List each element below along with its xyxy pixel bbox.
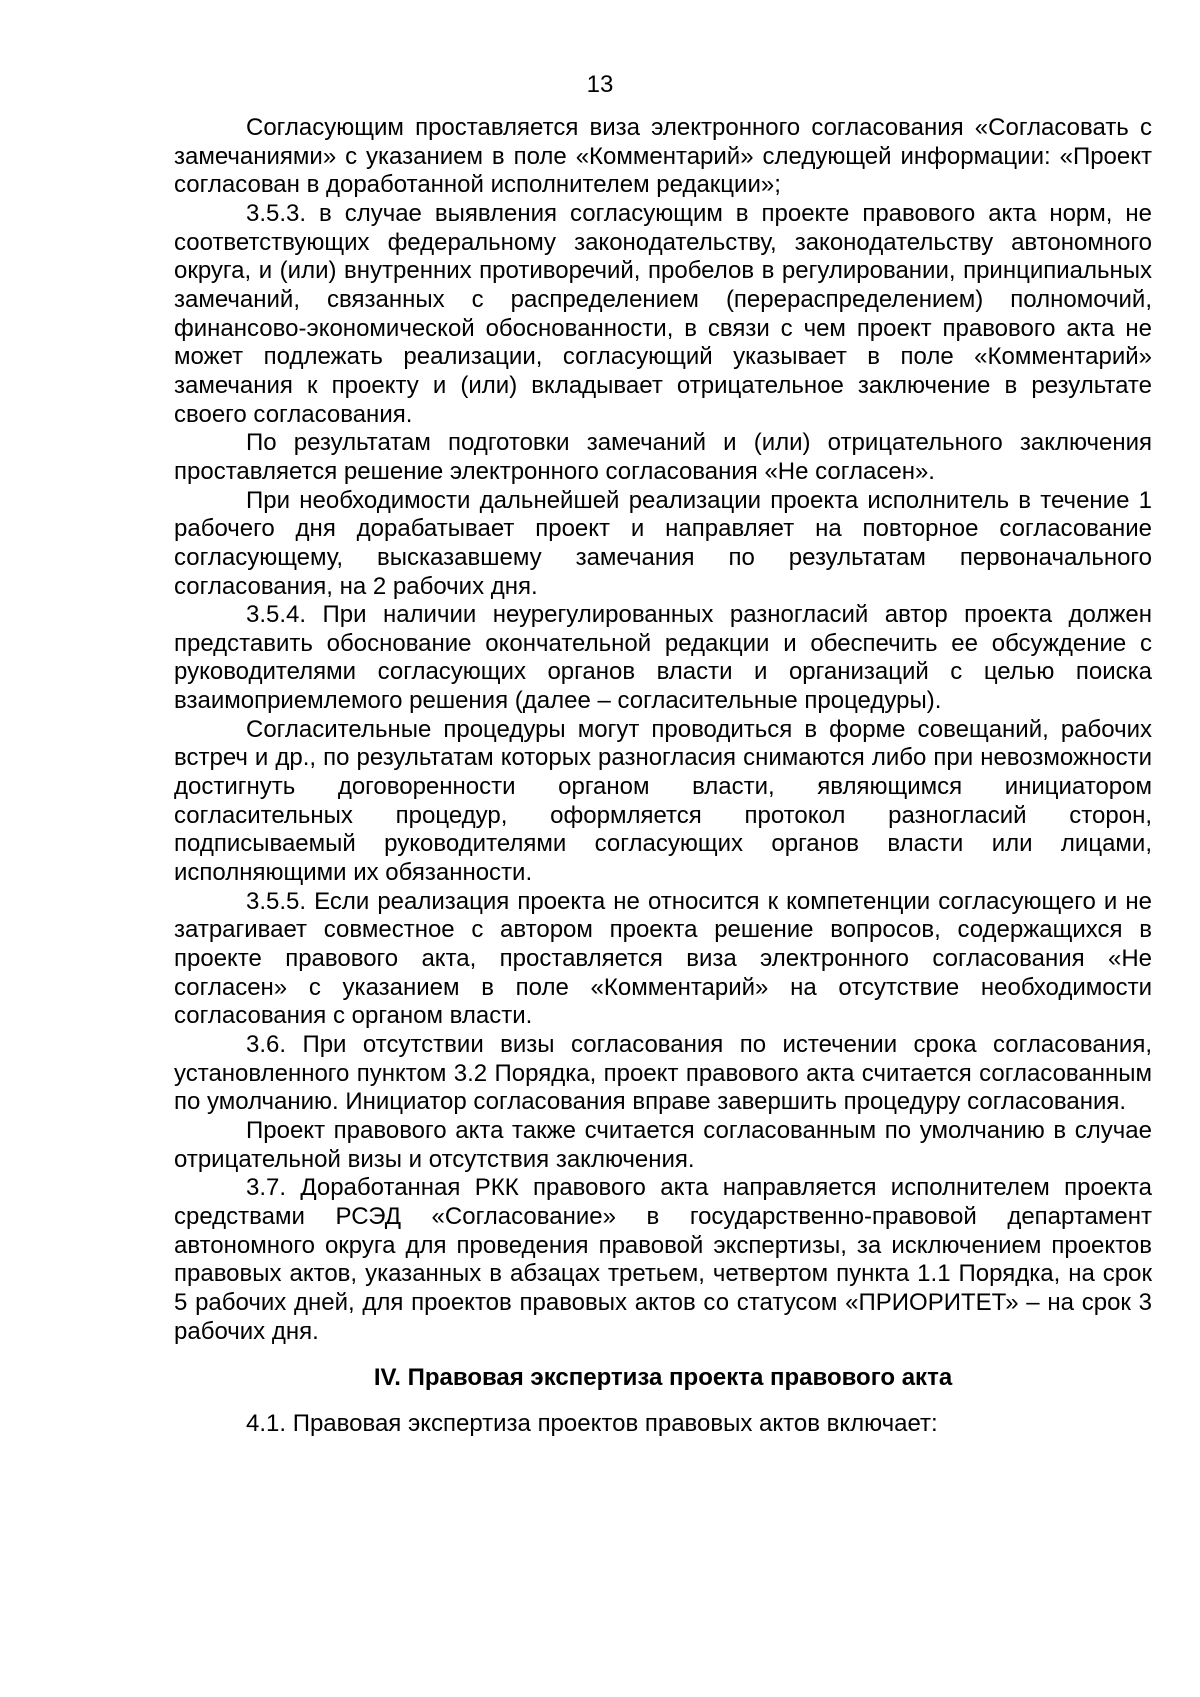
paragraph-3-5-5: 3.5.5. Если реализация проекта не относится к компетенции согласующего и не затрагивает совместное с автором проекта решение вопросов, содержащихся в проекте правового акта, проставляется виза электронного согласования «Не согласен» с указанием в поле «Комментарий» на отсутствие необходимости согласования с органом власти. xyxy=(174,887,1152,1030)
paragraph: Проект правового акта также считается согласованным по умолчанию в случае отрицательной визы и отсутствия заключения. xyxy=(174,1116,1152,1173)
paragraph-3-5-4: 3.5.4. При наличии неурегулированных разногласий автор проекта должен представить обоснование окончательной редакции и обеспечить ее обсуждение с руководителями согласующих органов власти и организаций с целью поиска взаимоприемлемого решения (далее – согласительные процедуры). xyxy=(174,601,1152,715)
paragraph: По результатам подготовки замечаний и (или) отрицательного заключения проставляется решение электронного согласования «Не согласен». xyxy=(174,429,1152,485)
paragraph: При необходимости дальнейшей реализации проекта исполнитель в течение 1 рабочего дня дорабатывает проект и направляет на повторное согласование согласующему, высказавшему замечания по результатам первоначального согласования, на 2 рабочих дня. xyxy=(174,486,1152,600)
paragraph-4-1: 4.1. Правовая экспертиза проектов правовых актов включает: xyxy=(246,1410,938,1438)
document-body xyxy=(174,114,1152,1439)
page-number: 13 xyxy=(586,71,614,98)
paragraph-3-6: 3.6. При отсутствии визы согласования по истечении срока согласования, установленного пунктом 3.2 Порядка, проект правового акта считается согласованным по умолчанию. Инициатор согласования вправе завершить процедуру согласования. xyxy=(174,1031,1152,1116)
paragraph: Согласительные процедуры могут проводиться в форме совещаний, рабочих встреч и др., по результатам которых разногласия снимаются либо при невозможности достигнуть договоренности органом власти, являющимся инициатором согласительных процедур, оформляется протокол разногласий сторон, подписываемый руководителями согласующих органов власти или лицами, исполняющими их обязанности. xyxy=(174,715,1152,887)
paragraph: Согласующим проставляется виза электронного согласования «Согласовать с замечаниями» с указанием в поле «Комментарий» следующей информации: «Проект согласован в доработанной исполнителем редакции»; xyxy=(174,114,1152,199)
paragraph-3-5-3: 3.5.3. в случае выявления согласующим в проекте правового акта норм, не соответствующих федеральному законодательству, законодательству автономного округа, и (или) внутренних противоречий, пробелов в регулировании, принципиальных замечаний, связанных с распределением (перераспределением) полномочий, финансово-экономической обоснованности, в связи с чем проект правового акта не может подлежать реализации, согласующий указывает в поле «Комментарий» замечания к проекту и (или) вкладывает отрицательное заключение в результате своего согласования. xyxy=(174,199,1152,428)
paragraph-3-7: 3.7. Доработанная РКК правового акта направляется исполнителем проекта средствами РСЭД «Согласование» в государственно-правовой департамент автономного округа для проведения правовой экспертизы, за исключением проектов правовых актов, указанных в абзацах третьем, четвертом пункта 1.1 Порядка, на срок 5 рабочих дней, для проектов правовых актов со статусом «ПРИОРИТЕТ» – на срок 3 рабочих дня. xyxy=(174,1174,1152,1345)
section-heading: IV. Правовая экспертиза проекта правового акта xyxy=(373,1364,953,1392)
